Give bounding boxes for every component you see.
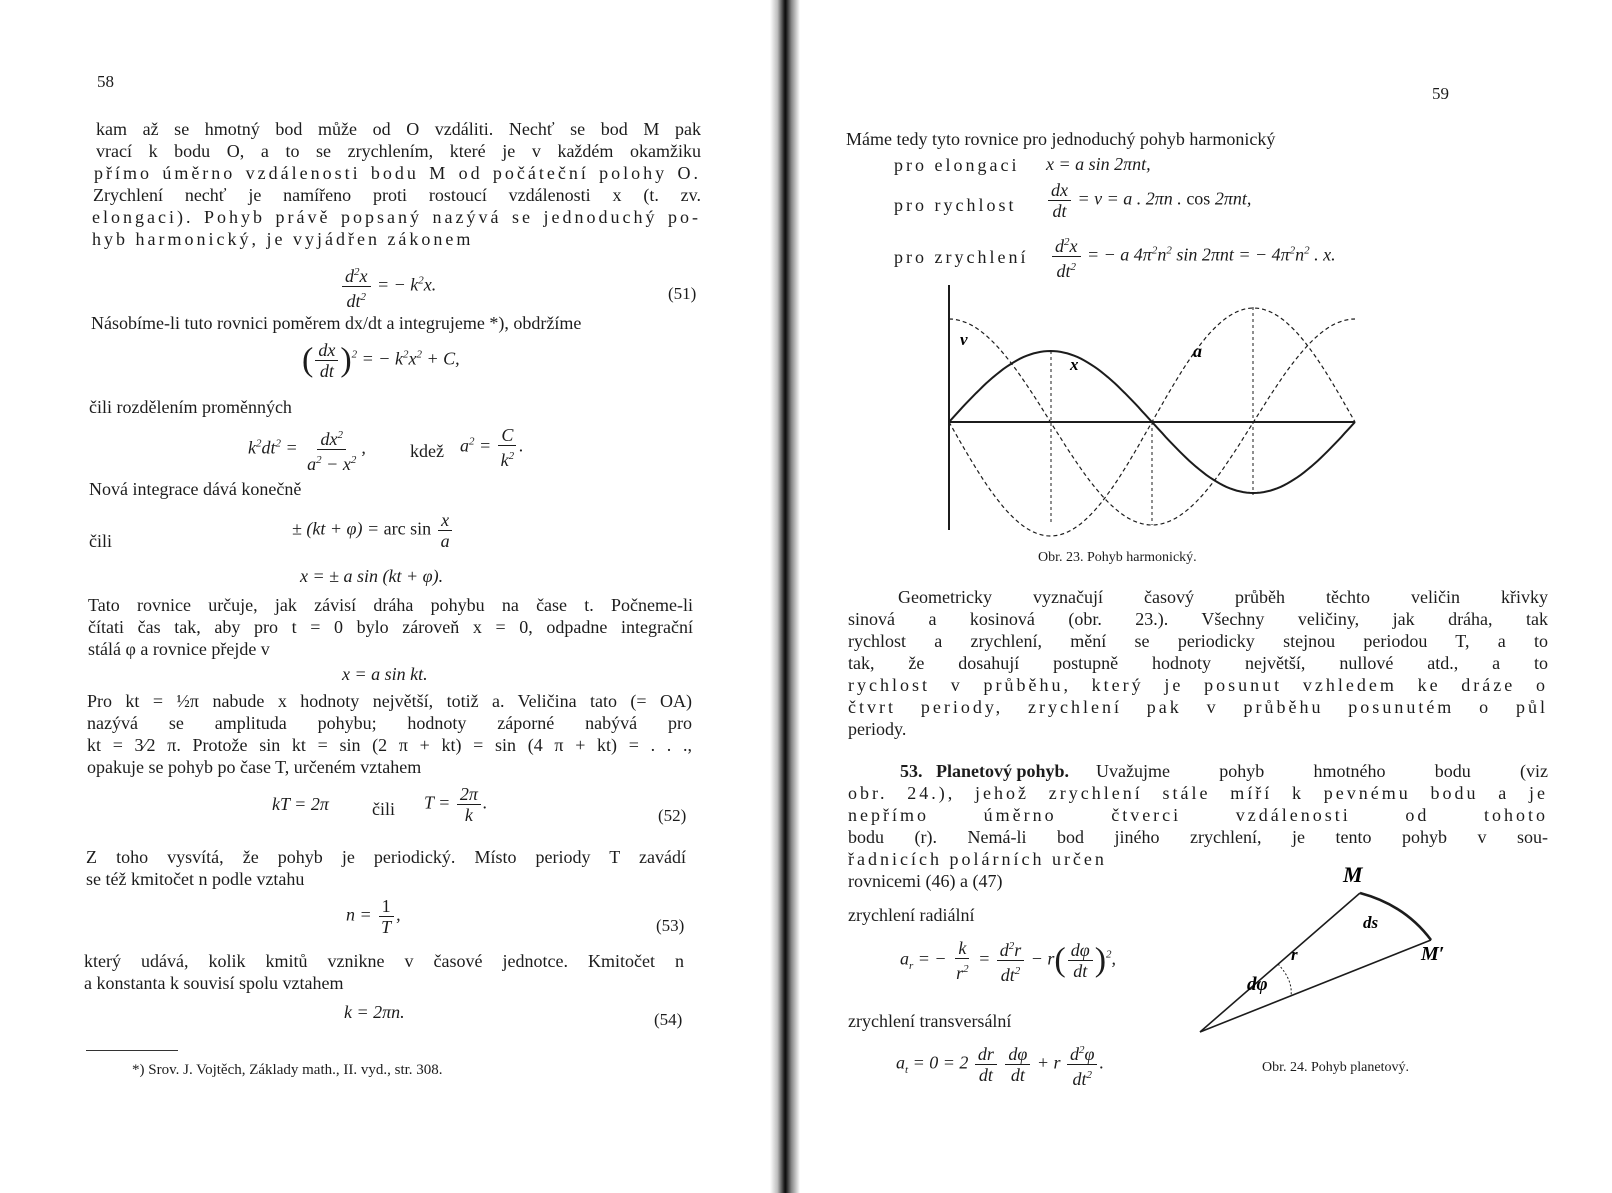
text-line: kt = 3⁄2 π. Protože sin kt = sin (2 π + kt) = sin (4 π + kt) = . . .,	[87, 735, 692, 755]
figure-planetary-motion	[1195, 860, 1455, 1040]
label-x: x	[1070, 355, 1079, 374]
text-line: opakuje se pohyb po čase T, určeném vztahem	[87, 757, 422, 777]
text-line: rychlost a zrychlení, mění se periodicky stejnou periodou T, a to	[848, 631, 1548, 651]
text-line: čili rozdělením proměnných	[89, 397, 292, 417]
equation-transversal-acceleration: $a_t = 0 = 2$ $\frac{dr}{dt}$ $\frac{d\varphi}{dt}$ + r $\frac{d^2\varphi}{dt^2}$ .	[896, 1040, 1104, 1089]
equation-53: n = $\frac{1}{T}$ ,	[346, 896, 401, 937]
text-cili: čili	[89, 531, 112, 551]
text-line: nazývá se amplituda pohybu; hodnoty záporné nabývá pro	[87, 713, 692, 733]
figure-23-caption: Obr. 23. Pohyb harmonický.	[1038, 550, 1197, 565]
label-M-prime: M′	[1421, 943, 1445, 965]
text-line: Z toho vysvítá, že pohyb je periodický. Místo periody T zavádí	[86, 847, 686, 867]
equation-velocity: $\frac{dx}{dt}$ = v = a . 2πn . cos 2πnt,	[1046, 180, 1251, 221]
text-line: Nová integrace dává konečně	[89, 479, 302, 499]
equation-number: (52)	[658, 806, 687, 825]
text-line: přímo úměrno vzdálenosti bodu M od počáteční polohy O.	[94, 163, 701, 183]
equation-number: (53)	[656, 916, 685, 935]
label-elongation: pro elongaci	[894, 155, 1020, 175]
book-gutter	[770, 0, 800, 1193]
text-line: kam až se hmotný bod může od O vzdáliti. Nechť se bod M pak	[96, 119, 701, 139]
equation-separation: $k^2dt^2$ = $\frac{dx^2}{a^2 - x^2}$ ,	[248, 425, 366, 474]
figure-harmonic-motion	[940, 285, 1365, 540]
angle-arc	[1278, 964, 1291, 996]
text-kdez: kdež	[410, 441, 444, 461]
text-line: Zrychlení nechť je namířeno proti rostoucí vzdálenosti x (t. zv.	[93, 185, 701, 205]
equation-elongation: x = a sin 2πnt,	[1046, 154, 1151, 174]
label-v: v	[960, 330, 968, 349]
equation-54: k = 2πn.	[344, 1002, 405, 1022]
text-line: který udává, kolik kmitů vznikne v časové jednotce. Kmitočet n	[84, 951, 684, 971]
radius-vector-M-prime	[1200, 940, 1431, 1032]
label-ds: ds	[1363, 913, 1379, 932]
text-line: obr. 24.), jehož zrychlení stále míří k pevnému bodu a je	[848, 783, 1548, 803]
label-M: M	[1343, 862, 1363, 887]
label-velocity: pro rychlost	[894, 195, 1017, 215]
text-line: se též kmitočet n podle vztahu	[86, 869, 305, 889]
equation-a-squared: $a^2$ = $\frac{C}{k^2}$ .	[460, 425, 524, 470]
text-line: rychlost v průběhu, který je posunut vzhledem ke dráze o	[848, 675, 1548, 695]
text-line: bodu (r). Nemá-li bod jiného zrychlení, je tento pohyb v sou-	[848, 827, 1548, 847]
text-line: čtvrt periody, zrychlení pak v průběhu posunutém o půl	[848, 697, 1548, 717]
text-line: nepřímo úměrno čtverci vzdálenosti od tohoto	[848, 805, 1548, 825]
equation-radial-acceleration: $a_r$ = − $\frac{k}{r^2}$ = $\frac{d^2r}{dt^2}$ − r( $\frac{d\varphi}{dt}$ )$^2$,	[900, 938, 1117, 985]
text-radial: zrychlení radiální	[848, 905, 975, 925]
text-line: Tato rovnice určuje, jak závisí dráha pohybu na čase t. Počneme-li	[88, 595, 693, 615]
figure-24-caption: Obr. 24. Pohyb planetový.	[1262, 1060, 1409, 1075]
text-line: tak, že dosahují postupně hodnoty největší, nullové atd., a to	[848, 653, 1548, 673]
footnote: *) Srov. J. Vojtěch, Základy math., II. vyd., str. 308.	[132, 1062, 443, 1078]
equation-acceleration: $\frac{d^2x}{dt^2}$ = − a $4\pi^2n^2$ sin 2πnt = − $4\pi^2n^2$ . x.	[1050, 232, 1336, 281]
page-number: 59	[1432, 84, 1449, 103]
equation-52b: T = $\frac{2\pi}{k}$ .	[424, 784, 488, 825]
equation-number: (51)	[668, 284, 697, 303]
text-transversal: zrychlení transversální	[848, 1011, 1012, 1031]
text-line: Geometricky vyznačují časový průběh těchto veličin křivky	[898, 587, 1548, 607]
equation-51: $\frac{d^2x}{dt^2}$ = − $k^2x$.	[340, 262, 436, 311]
page-58	[0, 0, 770, 1193]
text-line: a konstanta k souvisí spolu vztahem	[84, 973, 344, 993]
equation-general-solution: x = ± a sin (kt + φ).	[300, 566, 444, 586]
radius-vector-M	[1200, 893, 1360, 1032]
label-r: r	[1291, 945, 1298, 964]
page-59	[800, 0, 1612, 1193]
text-line: Máme tedy tyto rovnice pro jednoduchý pohyb harmonický	[846, 129, 1276, 149]
text-line: hyb harmonický, je vyjádřen zákonem	[92, 229, 474, 249]
text-line: Uvažujme pohyb hmotného bodu (viz	[1096, 761, 1548, 781]
text-line: Násobíme-li tuto rovnici poměrem dx/dt a integrujeme *), obdržíme	[91, 313, 582, 333]
label-a: a	[1193, 341, 1202, 361]
text-line: Pro kt = ½π nabude x hodnoty největší, totiž a. Veličina tato (= OA)	[87, 691, 692, 711]
equation-arcsin: ± (kt + φ) = arc sin $\frac{x}{a}$	[292, 510, 455, 551]
equation-dxdt-squared: ( $\frac{dx}{dt}$ )$^2$ = − $k^2x^2 + C$,	[302, 340, 460, 381]
equation-x-sin-kt: x = a sin kt.	[342, 664, 428, 684]
text-line: stálá φ a rovnice přejde v	[88, 639, 270, 659]
section-number: 53.	[900, 761, 923, 781]
equation-52a: kT = 2π	[272, 794, 329, 814]
text-line: periody.	[848, 719, 907, 739]
text-line: vrací k bodu O, a to se zrychlením, které je v každém okamžiku	[96, 141, 701, 161]
text-line: elongaci). Pohyb právě popsaný nazývá se jednoduchý po-	[92, 207, 701, 227]
footnote-rule	[86, 1050, 178, 1051]
equation-number: (54)	[654, 1010, 683, 1029]
label-dphi: dφ	[1247, 974, 1268, 995]
label-acceleration: pro zrychlení	[894, 247, 1029, 267]
text-line: rovnicemi (46) a (47)	[848, 871, 1003, 891]
text-line: řadnicích polárních určen	[848, 849, 1107, 869]
text-line: čítati čas tak, aby pro t = 0 bylo zároveň x = 0, odpadne integrační	[88, 617, 693, 637]
text-cili: čili	[372, 799, 395, 819]
section-title: Planetový pohyb.	[936, 761, 1070, 781]
page-number: 58	[97, 72, 114, 91]
text-line: sinová a kosinová (obr. 23.). Všechny veličiny, jak dráha, tak	[848, 609, 1548, 629]
